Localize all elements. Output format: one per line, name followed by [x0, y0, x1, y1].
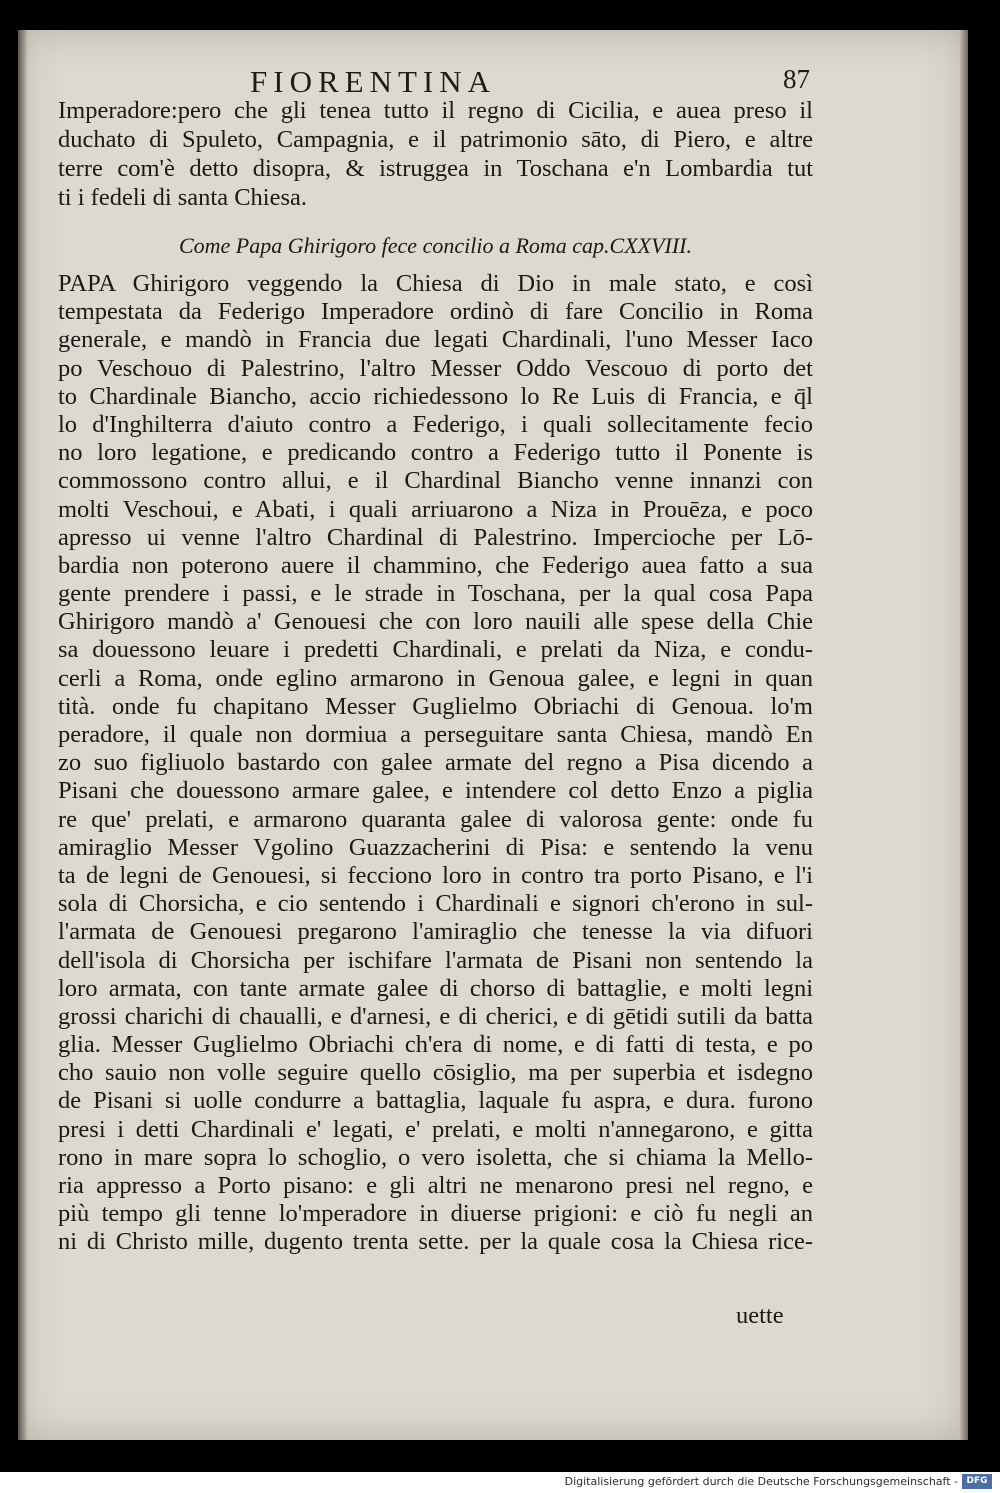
- text-line: PAPA Ghirigoro veggendo la Chiesa di Dio in male stato, e così: [58, 270, 813, 297]
- text-line: bardia non poterono auere il chammino, che Federigo auea fatto a sua: [58, 551, 813, 579]
- text-line: più tempo gli tenne lo'mperadore in diuerse prigioni: e ciò fu negli an: [58, 1200, 813, 1228]
- text-line: zo suo figliuolo bastardo con galee armate del regno a Pisa dicendo a: [58, 749, 813, 777]
- text-line: no loro legatione, e predicando contro a Federigo tutto il Ponente is: [58, 439, 813, 467]
- footer-bar: [0, 1472, 1000, 1493]
- dfg-logo: DFG: [962, 1474, 992, 1489]
- text-line: tempestata da Federigo Imperadore ordinò di fare Concilio in Roma: [58, 298, 813, 326]
- text-line: cerli a Roma, onde eglino armarono in Genoua galee, e legni in quan: [58, 664, 813, 692]
- text-line: commossono contro allui, e il Chardinal Biancho venne innanzi con: [58, 467, 813, 495]
- text-line: amiraglio Messer Vgolino Guazzacherini di Pisa: e sentendo la venu: [58, 833, 813, 861]
- text-line: gente prendere i passi, e le strade in Toschana, per la qual cosa Papa: [58, 580, 813, 608]
- text-line: tità. onde fu chapitano Messer Guglielmo Obriachi di Genoua. lo'm: [58, 692, 813, 720]
- text-line: terre com'è detto disopra, & istruggea in Toschana e'n Lombardia tut: [58, 155, 813, 182]
- funding-note: Digitalisierung gefördert durch die Deutsche Forschungsgemeinschaft -: [564, 1475, 958, 1488]
- opening-text-block: [58, 96, 813, 212]
- text-line: generale, e mandò in Francia due legati Chardinali, l'uno Messer Iaco: [58, 326, 813, 354]
- text-line: sola di Chorsicha, e cio sentendo i Chardinali e signori ch'erono in sul-: [58, 890, 813, 918]
- text-line: apresso ui venne l'altro Chardinal di Palestrino. Impercioche per Lō-: [58, 523, 813, 551]
- text-line: l'armata de Genouesi pregarono l'amiraglio che tenesse la via difuori: [58, 918, 813, 946]
- text-line: dell'isola di Chorsicha per ischifare l'armata de Pisani non sentendo la: [58, 946, 813, 974]
- chapter-paragraph: [58, 270, 813, 1257]
- text-line: sa douessono leuare i predetti Chardinali, e prelati da Niza, e condu-: [58, 636, 813, 664]
- page-edge: [960, 30, 968, 1440]
- text-line: ta de legni de Genouesi, si fecciono loro in contro tra porto Pisano, e l'i: [58, 861, 813, 889]
- text-line: to Chardinale Biancho, accio richiedessono lo Re Luis di Francia, e q̄l: [58, 382, 813, 410]
- text-line: ni di Christo mille, dugento trenta sette. per la quale cosa la Chiesa rice-: [58, 1228, 813, 1256]
- text-line: loro armata, con tante armate galee di chorso di battaglie, e molti legni: [58, 974, 813, 1002]
- text-line: re que' prelati, e armarono quaranta galee di valorosa gente: onde fu: [58, 805, 813, 833]
- text-line: peradore, il quale non dormiua a perseguitare santa Chiesa, mandò En: [58, 721, 813, 748]
- page-header: [250, 64, 810, 100]
- text-line: presi i detti Chardinali e' legati, e' prelati, e molti n'annegarono, e gitta: [58, 1115, 813, 1143]
- text-line: Imperadore:pero che gli tenea tutto il regno di Cicilia, e auea preso il: [58, 97, 813, 124]
- text-line: po Veschouo di Palestrino, l'altro Messer Oddo Vescouo di porto det: [58, 354, 813, 382]
- text-line: Pisani che douessono armare galee, e intendere col detto Enzo a piglia: [58, 777, 813, 805]
- running-title: FIORENTINA: [250, 64, 496, 99]
- chapter-heading: Come Papa Ghirigoro fece concilio a Roma cap.CXXVIII.: [178, 233, 692, 258]
- text-line: ti i fedeli di santa Chiesa.: [58, 184, 308, 211]
- text-line: grossi charichi di chaualli, e d'arnesi, e di cherici, e di gētidi sutili da batta: [58, 1002, 813, 1030]
- catchword: uette: [736, 1302, 784, 1329]
- text-line: cho sauio non volle seguire quello cōsiglio, ma per superbia et isdegno: [58, 1059, 813, 1087]
- text-line: Ghirigoro mandò a' Genouesi che con loro nauili alle spese della Chie: [58, 608, 813, 636]
- text-line: glia. Messer Guglielmo Obriachi ch'era di nome, e di fatti di testa, e po: [58, 1031, 813, 1059]
- page-gutter-shadow: [18, 30, 28, 1440]
- text-line: ria appresso a Porto pisano: e gli altri ne menarono presi nel regno, e: [58, 1172, 813, 1199]
- page-number: 87: [783, 64, 810, 94]
- text-line: duchato di Spuleto, Campagnia, e il patrimonio sāto, di Piero, e altre: [58, 126, 813, 153]
- text-line: rono in mare sopra lo schoglio, o vero isoletta, che si chiama la Mello-: [58, 1143, 813, 1171]
- text-line: de Pisani si uolle condurre a battaglia, laquale fu aspra, e dura. furono: [58, 1087, 813, 1115]
- text-line: lo d'Inghilterra d'aiuto contro a Federigo, i quali sollecitamente fecio: [58, 410, 813, 438]
- text-line: molti Veschoui, e Abati, i quali arriuarono a Niza in Prouēza, e poco: [58, 495, 813, 523]
